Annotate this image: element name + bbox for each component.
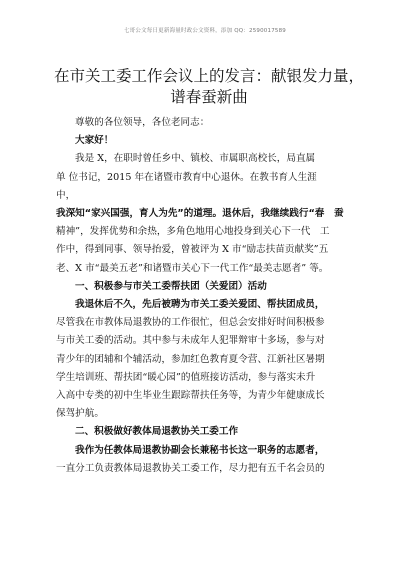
section-1-line: 青少年的团辅和个辅活动，参加红色教育夏令营、江新社区暑期: [56, 353, 325, 365]
intro-line: 我深知“家兴国强，育人为先”的道理。退休后，我继续践行“春 蚕: [56, 208, 344, 220]
section-2-heading: 二、积极做好教体局退教协关工委工作: [75, 426, 239, 438]
intro-line: 单 位书记，2015 年在诸暨市教育中心退休。在教书育人生涯: [56, 171, 317, 183]
document-body: [56, 114, 366, 478]
section-1-paragraph: [56, 296, 366, 423]
section-2-line: 我作为任教体局退教协副会长兼秘书长这一职务的志愿者，: [75, 444, 325, 456]
document-title: [48, 66, 370, 108]
intro-line: 精神”，发挥优势和余热，多角色地用心地投身到关心下一代 工: [56, 226, 330, 238]
intro-line: 老、X 市“最美五老”和诸暨市关心下一代工作“最美志愿者” 等。: [56, 262, 329, 274]
intro-line: 作中，得到同事、领导抬爱，曾被评为 X 市“励志扶苗贡献奖”五: [56, 244, 329, 256]
salutation: 尊敬的各位领导，各位老同志：: [75, 117, 210, 128]
greeting: 大家好！: [75, 135, 114, 147]
section-1-line: 学生培训班、帮扶团“暖心园”的值班接访活动，参与落实未升: [56, 371, 316, 383]
section-1-line: 与市关工委的活动。其中参与未成年人犯罪辩审十多场，参与对: [56, 335, 325, 347]
section-1-line: 入高中专类的初中生毕业生跟踪帮扶任务等，为青少年健康成长: [56, 390, 325, 402]
intro-paragraph: [56, 150, 366, 277]
section-2-line: 一直分工负责教体局退教协关工委工作，尽力把有五千名会员的: [56, 462, 325, 474]
intro-line: 中，: [56, 189, 76, 201]
section-2-paragraph: [56, 442, 366, 478]
title-line-1: 在市关工委工作会议上的发言：献银发力量，: [53, 67, 364, 85]
section-1-heading: 一、积极参与市关工委帮扶团（关爱团）活动: [75, 280, 267, 292]
section-1-line: 尽管我在市教体局退教协的工作很忙，但总会安排好时间积极参: [56, 317, 325, 329]
title-line-2: 谱春蚕新曲: [170, 88, 248, 106]
header-note: 七哥公文每日更新海量时政公文资料，添加 QQ：2590017589: [123, 28, 286, 34]
intro-line: 我是 X，在职时曾任乡中、镇校、市属职高校长，局直属: [75, 153, 316, 165]
section-1-line: 保驾护航。: [56, 408, 104, 420]
section-1-line: 我退休后不久，先后被聘为市关工委关爱团、帮扶团成员，: [75, 299, 325, 311]
